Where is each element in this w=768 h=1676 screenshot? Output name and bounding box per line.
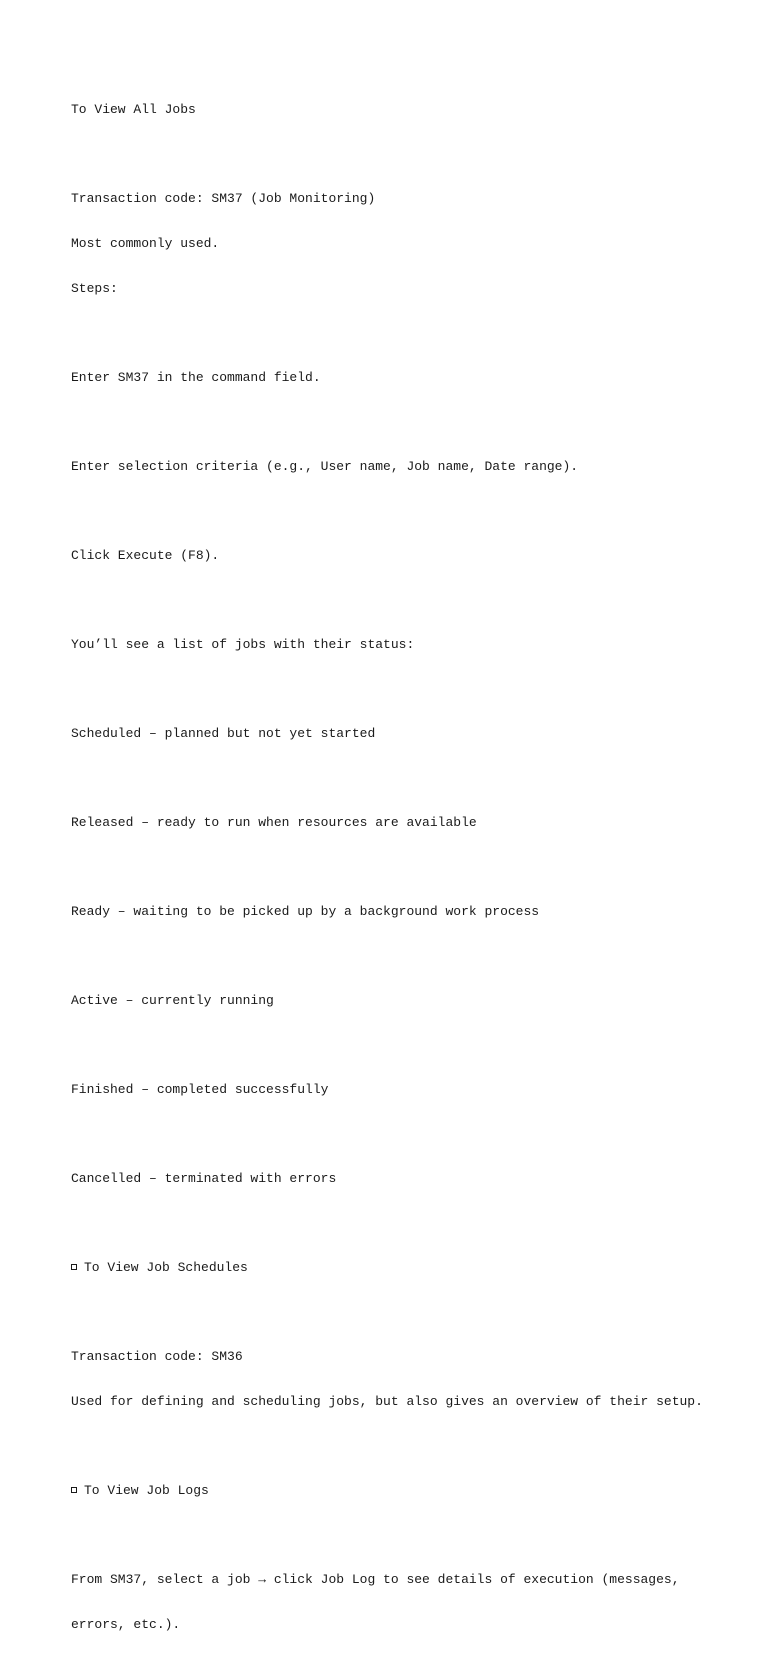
step-1: Enter SM37 in the command field. bbox=[71, 370, 321, 385]
transaction-code-sm37: Transaction code: SM37 (Job Monitoring) bbox=[71, 191, 376, 206]
steps-label: Steps: bbox=[71, 281, 118, 296]
status-active: Active – currently running bbox=[71, 993, 274, 1008]
square-bullet-icon bbox=[71, 1264, 77, 1270]
status-finished: Finished – completed successfully bbox=[71, 1082, 329, 1097]
most-used-note: Most commonly used. bbox=[71, 236, 220, 251]
section-heading-view-job-schedules: To View Job Schedules bbox=[71, 1230, 711, 1305]
sm36-description: Used for defining and scheduling jobs, but also gives an overview of their setup. bbox=[71, 1394, 703, 1409]
section-heading-view-all-jobs: To View All Jobs bbox=[71, 102, 196, 117]
status-scheduled: Scheduled – planned but not yet started bbox=[71, 726, 376, 741]
transaction-code-sm36: Transaction code: SM36 bbox=[71, 1349, 243, 1364]
sm36-info-block bbox=[71, 1319, 711, 1439]
status-cancelled: Cancelled – terminated with errors bbox=[71, 1171, 337, 1186]
step-4: You’ll see a list of jobs with their status: bbox=[71, 637, 415, 652]
section-heading-view-job-logs: To View Job Logs bbox=[71, 1453, 711, 1528]
status-ready: Ready – waiting to be picked up by a background work process bbox=[71, 904, 540, 919]
sm37-info-block bbox=[71, 161, 711, 326]
square-bullet-icon bbox=[71, 1487, 77, 1493]
step-2: Enter selection criteria (e.g., User name, Job name, Date range). bbox=[71, 459, 579, 474]
document-body bbox=[71, 72, 711, 1676]
step-3: Click Execute (F8). bbox=[71, 548, 220, 563]
status-released: Released – ready to run when resources are available bbox=[71, 815, 477, 830]
job-log-description: From SM37, select a job → click Job Log to see details of execution (messages, errors, etc.). bbox=[71, 1572, 680, 1632]
